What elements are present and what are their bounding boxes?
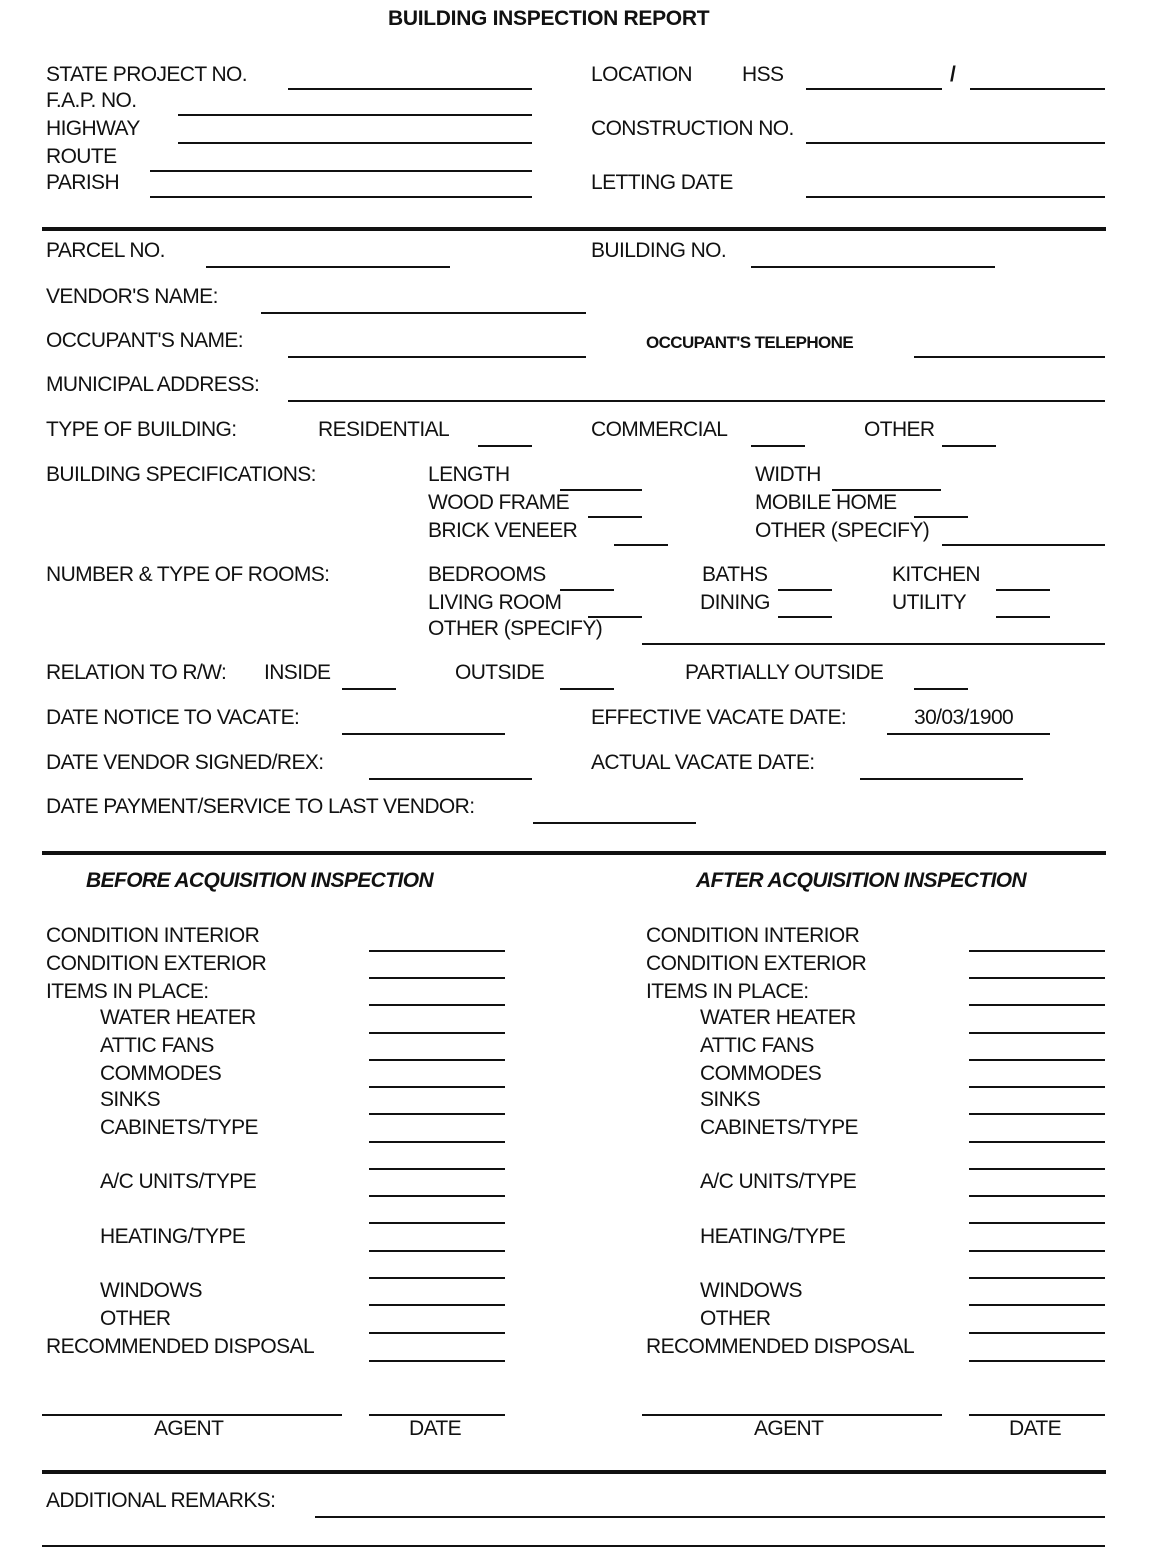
- before-agent-label: AGENT: [154, 1417, 224, 1440]
- before-heating-label: HEATING/TYPE: [100, 1225, 246, 1248]
- before-condition-exterior-field[interactable]: [369, 977, 505, 979]
- actual-vacate-date-field[interactable]: [860, 778, 1023, 780]
- before-condition-exterior-label: CONDITION EXTERIOR: [46, 952, 267, 975]
- additional-remarks-field[interactable]: [315, 1516, 1105, 1518]
- parish-field[interactable]: [150, 196, 532, 198]
- kitchen-field[interactable]: [996, 589, 1050, 591]
- bedrooms-label: BEDROOMS: [428, 563, 546, 586]
- residential-label: RESIDENTIAL: [318, 418, 450, 441]
- hss-label: HSS: [742, 63, 784, 86]
- living-room-label: LIVING ROOM: [428, 591, 562, 614]
- before-ac-units-label: A/C UNITS/TYPE: [100, 1170, 257, 1193]
- before-windows-label: WINDOWS: [100, 1279, 202, 1302]
- commercial-label: COMMERCIAL: [591, 418, 728, 441]
- before-attic-fans-label: ATTIC FANS: [100, 1034, 214, 1057]
- before-water-heater-label: WATER HEATER: [100, 1006, 256, 1029]
- residential-field[interactable]: [478, 445, 532, 447]
- width-label: WIDTH: [755, 463, 821, 486]
- after-attic-fans-label: ATTIC FANS: [700, 1034, 814, 1057]
- hss-field-1[interactable]: [806, 88, 942, 90]
- after-ac-units-field-2[interactable]: [969, 1222, 1105, 1224]
- after-commodes-label: COMMODES: [700, 1062, 822, 1085]
- effective-vacate-date-field[interactable]: [887, 733, 1050, 735]
- other-specify-spec-field[interactable]: [942, 544, 1105, 546]
- before-date-signature-field[interactable]: [369, 1414, 505, 1416]
- route-field[interactable]: [150, 170, 532, 172]
- other-specify-room-field[interactable]: [642, 643, 1105, 645]
- after-windows-label: WINDOWS: [700, 1279, 802, 1302]
- after-heating-field[interactable]: [969, 1250, 1105, 1252]
- before-other-label: OTHER: [100, 1307, 171, 1330]
- parish-label: PARISH: [46, 171, 120, 194]
- municipal-address-label: MUNICIPAL ADDRESS:: [46, 373, 260, 396]
- before-agent-signature-field[interactable]: [42, 1414, 342, 1416]
- before-heating-field-2[interactable]: [369, 1277, 505, 1279]
- after-acquisition-title: AFTER ACQUISITION INSPECTION: [696, 869, 1027, 892]
- after-water-heater-field[interactable]: [969, 1032, 1105, 1034]
- occupants-name-field[interactable]: [288, 356, 586, 358]
- after-cabinets-field-2[interactable]: [969, 1168, 1105, 1170]
- after-recommended-disposal-label: RECOMMENDED DISPOSAL: [646, 1335, 915, 1358]
- after-heating-field-2[interactable]: [969, 1277, 1105, 1279]
- after-sinks-field[interactable]: [969, 1113, 1105, 1115]
- dining-label: DINING: [700, 591, 770, 614]
- effective-vacate-date-value: 30/03/1900: [914, 706, 1014, 729]
- additional-remarks-label: ADDITIONAL REMARKS:: [46, 1489, 276, 1512]
- after-ac-units-field[interactable]: [969, 1195, 1105, 1197]
- dining-field[interactable]: [778, 616, 832, 618]
- mobile-home-field[interactable]: [914, 516, 968, 518]
- before-heating-field[interactable]: [369, 1250, 505, 1252]
- after-sinks-label: SINKS: [700, 1088, 761, 1111]
- relation-rw-label: RELATION TO R/W:: [46, 661, 227, 684]
- after-date-signature-field[interactable]: [969, 1414, 1105, 1416]
- location-label: LOCATION: [591, 63, 692, 86]
- outside-field[interactable]: [560, 688, 614, 690]
- before-condition-interior-label: CONDITION INTERIOR: [46, 924, 260, 947]
- date-vendor-signed-field[interactable]: [369, 778, 532, 780]
- before-cabinets-field[interactable]: [369, 1141, 505, 1143]
- partially-outside-field[interactable]: [914, 688, 968, 690]
- after-water-heater-label: WATER HEATER: [700, 1006, 856, 1029]
- before-ac-units-field[interactable]: [369, 1195, 505, 1197]
- after-agent-signature-field[interactable]: [642, 1414, 942, 1416]
- date-payment-label: DATE PAYMENT/SERVICE TO LAST VENDOR:: [46, 795, 475, 818]
- date-vendor-signed-label: DATE VENDOR SIGNED/REX:: [46, 751, 324, 774]
- before-recommended-disposal-field[interactable]: [369, 1360, 505, 1362]
- before-water-heater-field[interactable]: [369, 1032, 505, 1034]
- utility-label: UTILITY: [892, 591, 966, 614]
- after-attic-fans-field[interactable]: [969, 1059, 1105, 1061]
- before-sinks-field[interactable]: [369, 1113, 505, 1115]
- building-no-label: BUILDING NO.: [591, 239, 727, 262]
- inside-field[interactable]: [342, 688, 396, 690]
- construction-no-field[interactable]: [806, 142, 1105, 144]
- wood-frame-field[interactable]: [588, 516, 642, 518]
- construction-no-label: CONSTRUCTION NO.: [591, 117, 794, 140]
- length-label: LENGTH: [428, 463, 510, 486]
- number-type-rooms-label: NUMBER & TYPE OF ROOMS:: [46, 563, 330, 586]
- before-acquisition-title: BEFORE ACQUISITION INSPECTION: [86, 869, 434, 892]
- before-recommended-disposal-label: RECOMMENDED DISPOSAL: [46, 1335, 315, 1358]
- after-cabinets-field[interactable]: [969, 1141, 1105, 1143]
- outside-label: OUTSIDE: [455, 661, 545, 684]
- state-project-no-label: STATE PROJECT NO.: [46, 63, 247, 86]
- vendors-name-label: VENDOR'S NAME:: [46, 285, 218, 308]
- hss-field-2[interactable]: [970, 88, 1105, 90]
- before-items-in-place-field[interactable]: [369, 1004, 505, 1006]
- after-windows-field[interactable]: [969, 1304, 1105, 1306]
- length-field[interactable]: [560, 489, 642, 491]
- after-ac-units-label: A/C UNITS/TYPE: [700, 1170, 857, 1193]
- after-cabinets-label: CABINETS/TYPE: [700, 1116, 858, 1139]
- date-payment-field[interactable]: [533, 822, 696, 824]
- after-condition-exterior-label: CONDITION EXTERIOR: [646, 952, 867, 975]
- occupants-telephone-field[interactable]: [914, 356, 1105, 358]
- after-items-in-place-field[interactable]: [969, 1004, 1105, 1006]
- hss-separator: /: [950, 63, 956, 86]
- additional-remarks-field-2[interactable]: [42, 1545, 1105, 1547]
- occupants-name-label: OCCUPANT'S NAME:: [46, 329, 244, 352]
- building-specifications-label: BUILDING SPECIFICATIONS:: [46, 463, 316, 486]
- before-ac-units-field-2[interactable]: [369, 1222, 505, 1224]
- after-other-label: OTHER: [700, 1307, 771, 1330]
- before-commodes-field[interactable]: [369, 1086, 505, 1088]
- before-date-label: DATE: [409, 1417, 462, 1440]
- municipal-address-field[interactable]: [288, 400, 1105, 402]
- type-of-building-label: TYPE OF BUILDING:: [46, 418, 237, 441]
- after-agent-label: AGENT: [754, 1417, 824, 1440]
- page-title: BUILDING INSPECTION REPORT: [388, 7, 710, 30]
- section-divider-2: [42, 851, 1106, 855]
- vendors-name-field[interactable]: [261, 312, 586, 314]
- fap-no-field[interactable]: [178, 114, 532, 116]
- after-condition-interior-label: CONDITION INTERIOR: [646, 924, 860, 947]
- mobile-home-label: MOBILE HOME: [755, 491, 897, 514]
- section-divider-3: [42, 1470, 1106, 1474]
- after-other-field[interactable]: [969, 1332, 1105, 1334]
- fap-no-label: F.A.P. NO.: [46, 89, 137, 112]
- date-notice-vacate-field[interactable]: [342, 733, 505, 735]
- highway-label: HIGHWAY: [46, 117, 140, 140]
- after-condition-interior-field[interactable]: [969, 950, 1105, 952]
- after-items-in-place-label: ITEMS IN PLACE:: [646, 980, 809, 1003]
- after-recommended-disposal-field[interactable]: [969, 1360, 1105, 1362]
- bedrooms-field[interactable]: [560, 589, 614, 591]
- before-other-field[interactable]: [369, 1332, 505, 1334]
- route-label: ROUTE: [46, 145, 117, 168]
- kitchen-label: KITCHEN: [892, 563, 980, 586]
- state-project-no-field[interactable]: [288, 88, 532, 90]
- before-commodes-label: COMMODES: [100, 1062, 222, 1085]
- utility-field[interactable]: [996, 616, 1050, 618]
- baths-field[interactable]: [778, 589, 832, 591]
- occupants-telephone-label: OCCUPANT'S TELEPHONE: [646, 333, 854, 352]
- before-attic-fans-field[interactable]: [369, 1059, 505, 1061]
- inside-label: INSIDE: [264, 661, 331, 684]
- letting-date-field[interactable]: [806, 196, 1105, 198]
- date-notice-vacate-label: DATE NOTICE TO VACATE:: [46, 706, 300, 729]
- letting-date-label: LETTING DATE: [591, 171, 733, 194]
- before-condition-interior-field[interactable]: [369, 950, 505, 952]
- other-building-field[interactable]: [942, 445, 996, 447]
- other-building-label: OTHER: [864, 418, 935, 441]
- wood-frame-label: WOOD FRAME: [428, 491, 569, 514]
- before-windows-field[interactable]: [369, 1304, 505, 1306]
- other-specify-spec-label: OTHER (SPECIFY): [755, 519, 930, 542]
- after-heating-label: HEATING/TYPE: [700, 1225, 846, 1248]
- partially-outside-label: PARTIALLY OUTSIDE: [685, 661, 884, 684]
- parcel-no-field[interactable]: [206, 266, 450, 268]
- parcel-no-label: PARCEL NO.: [46, 239, 165, 262]
- before-cabinets-label: CABINETS/TYPE: [100, 1116, 258, 1139]
- brick-veneer-label: BRICK VENEER: [428, 519, 578, 542]
- baths-label: BATHS: [702, 563, 768, 586]
- other-specify-room-label: OTHER (SPECIFY): [428, 617, 603, 640]
- actual-vacate-date-label: ACTUAL VACATE DATE:: [591, 751, 815, 774]
- before-cabinets-field-2[interactable]: [369, 1168, 505, 1170]
- after-commodes-field[interactable]: [969, 1086, 1105, 1088]
- before-sinks-label: SINKS: [100, 1088, 161, 1111]
- after-condition-exterior-field[interactable]: [969, 977, 1105, 979]
- effective-vacate-date-label: EFFECTIVE VACATE DATE:: [591, 706, 847, 729]
- commercial-field[interactable]: [751, 445, 805, 447]
- building-no-field[interactable]: [751, 266, 995, 268]
- brick-veneer-field[interactable]: [614, 544, 668, 546]
- section-divider: [42, 227, 1106, 231]
- highway-field[interactable]: [178, 142, 532, 144]
- after-date-label: DATE: [1009, 1417, 1062, 1440]
- before-items-in-place-label: ITEMS IN PLACE:: [46, 980, 209, 1003]
